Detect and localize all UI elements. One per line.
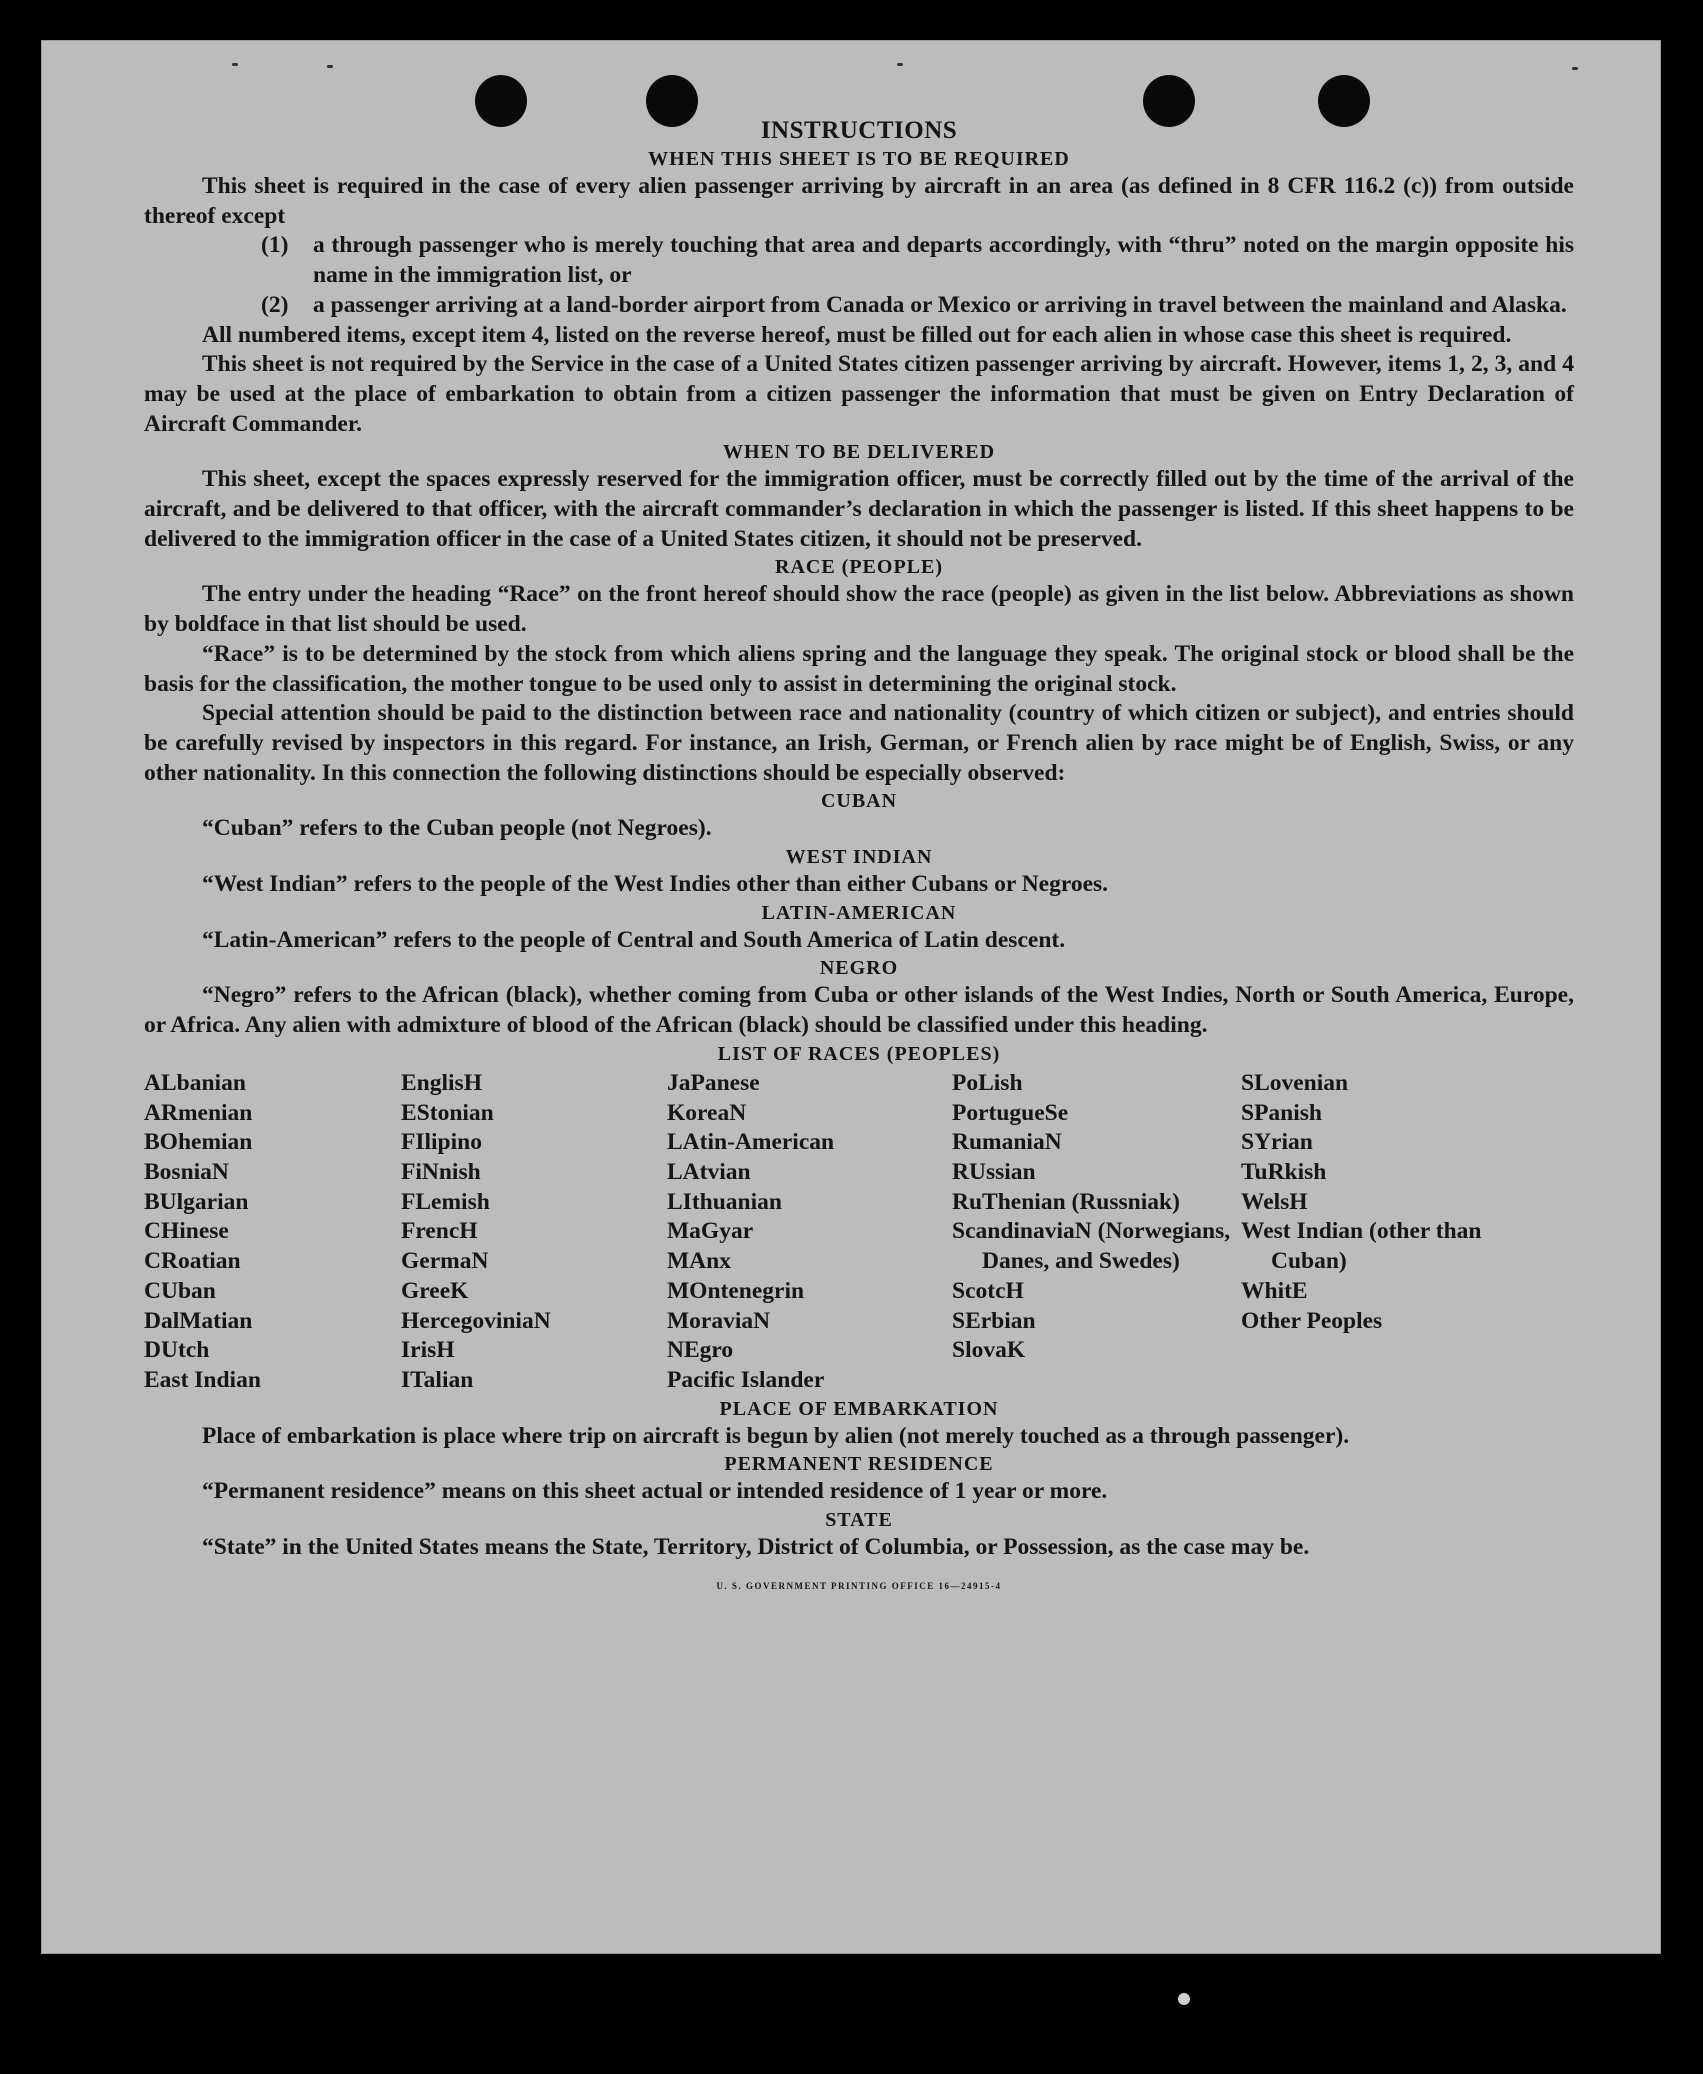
paragraph: This sheet is required in the case of every alien passenger arriving by aircraft in an area (as defined in 8 CFR 116.2 (c)) from outside thereof except: [144, 173, 1574, 229]
race-item: Pacific Islander: [667, 1366, 825, 1393]
section-heading: LATIN-AMERICAN: [761, 901, 957, 924]
race-item: ScotcH: [952, 1277, 1024, 1304]
race-item: DalMatian: [144, 1307, 253, 1334]
race-item: BosniaN: [144, 1158, 229, 1185]
paragraph: “Latin-American” refers to the people of Central and South America of Latin descent.: [202, 926, 1066, 953]
race-column: [1241, 1069, 1504, 1396]
speck: [897, 63, 903, 66]
section-heading: WHEN TO BE DELIVERED: [722, 441, 996, 464]
section-heading: PLACE OF EMBARKATION: [719, 1397, 999, 1420]
race-item: EnglisH: [401, 1069, 482, 1096]
race-item: BUlgarian: [144, 1188, 249, 1215]
document-sheet: [41, 40, 1661, 1954]
paragraph: “West Indian” refers to the people of the West Indies other than either Cubans or Negroes.: [202, 871, 1109, 898]
paragraph: “Negro” refers to the African (black), whether coming from Cuba or other islands of the West Indies, North or South America, Europe, or Africa. Any alien with admixture of blood of the African (black) should be classified under this heading.: [144, 982, 1574, 1039]
paragraph: “Cuban” refers to the Cuban people (not Negroes).: [202, 815, 712, 842]
race-item: IrisH: [401, 1337, 455, 1364]
race-item: ScandinaviaN (Norwegians, Danes, and Swedes): [952, 1218, 1231, 1275]
section-heading: PERMANENT RESIDENCE: [724, 1453, 994, 1476]
race-item: PoLish: [952, 1069, 1023, 1096]
paragraph: “State” in the United States means the State, Territory, District of Columbia, or Possession, as the case may be.: [202, 1534, 1310, 1561]
race-item: West Indian (other than Cuban): [1241, 1218, 1482, 1275]
item-number: (2): [261, 291, 289, 318]
race-item: CUban: [144, 1277, 216, 1304]
race-item: NEgro: [667, 1337, 734, 1364]
race-item: GermaN: [401, 1248, 489, 1275]
race-column: [144, 1069, 401, 1396]
race-item: LAtin-American: [667, 1129, 835, 1156]
list-item: [261, 291, 1574, 321]
race-item: MOntenegrin: [667, 1277, 805, 1304]
race-item: TuRkish: [1241, 1158, 1327, 1185]
race-item: SPanish: [1241, 1099, 1322, 1126]
race-item: SLovenian: [1241, 1069, 1349, 1096]
list-item: [261, 231, 1574, 290]
race-item: WelsH: [1241, 1188, 1308, 1215]
race-item: HercegoviniaN: [401, 1307, 551, 1334]
paragraph: “Permanent residence” means on this sheet actual or intended residence of 1 year or more.: [202, 1478, 1108, 1505]
section-heading: WEST INDIAN: [785, 846, 933, 869]
race-item: FIlipino: [401, 1129, 482, 1156]
race-column: [667, 1069, 952, 1396]
race-item: FiNnish: [401, 1158, 481, 1185]
race-item: EStonian: [401, 1099, 494, 1126]
race-item: FLemish: [401, 1188, 490, 1215]
race-item: PortugueSe: [952, 1099, 1069, 1126]
paragraph: This sheet is not required by the Service in the case of a United States citizen passenger arriving by aircraft. However, items 1, 2, 3, and 4 may be used at the place of embarkation to obtain from a citizen passenger the information that must be given on Entry Declaration of Aircraft Commander.: [144, 351, 1574, 437]
section-heading: LIST OF RACES (PEOPLES): [717, 1042, 1001, 1065]
race-item: DUtch: [144, 1337, 210, 1364]
paragraph: All numbered items, except item 4, listed on the reverse hereof, must be filled out for each alien in whose case this sheet is required.: [202, 321, 1512, 348]
race-column: [952, 1069, 1241, 1396]
page-title: INSTRUCTIONS: [760, 117, 958, 144]
race-item: WhitE: [1241, 1277, 1308, 1304]
section-heading: WHEN THIS SHEET IS TO BE REQUIRED: [648, 148, 1070, 170]
item-number: (1): [261, 232, 289, 259]
paragraph: Place of embarkation is place where trip on aircraft is begun by alien (not merely touched as a through passenger).: [202, 1422, 1350, 1449]
section-heading: RACE (PEOPLE): [775, 556, 943, 579]
race-item: SYrian: [1241, 1129, 1313, 1156]
race-item: RumaniaN: [952, 1129, 1062, 1156]
race-item: SlovaK: [952, 1337, 1026, 1364]
race-item: CRoatian: [144, 1248, 241, 1275]
race-item: MAnx: [667, 1248, 731, 1275]
section-heading: STATE: [825, 1509, 893, 1532]
section-heading: NEGRO: [819, 957, 899, 980]
race-item: RUssian: [952, 1158, 1036, 1185]
race-item: LIthuanian: [667, 1188, 782, 1215]
race-item: GreeK: [401, 1277, 469, 1304]
race-item: ARmenian: [144, 1099, 253, 1126]
item-text: a through passenger who is merely touching that area and departs accordingly, with “thru” noted on the margin opposite his name in the immigration list, or: [313, 232, 1574, 289]
race-item: MaGyar: [667, 1218, 754, 1245]
printing-office-footer: U. S. GOVERNMENT PRINTING OFFICE 16—24915-4: [716, 1580, 1002, 1591]
dust-speck: [1178, 1993, 1190, 2005]
race-item: CHinese: [144, 1218, 229, 1245]
race-item: MoraviaN: [667, 1307, 771, 1334]
race-list: [144, 1069, 1574, 1396]
paragraph: “Race” is to be determined by the stock from which aliens spring and the language they speak. The original stock or blood shall be the basis for the classification, the mother tongue to be used only to assist in determining the original stock.: [144, 640, 1574, 697]
race-column: [401, 1069, 667, 1396]
race-item: KoreaN: [667, 1099, 747, 1126]
instructions-content: [144, 116, 1574, 1591]
speck: [327, 65, 333, 68]
speck: [232, 63, 238, 66]
paragraph: The entry under the heading “Race” on the front hereof should show the race (people) as given in the list below. Abbreviations as shown by boldface in that list should be used.: [144, 581, 1574, 638]
item-text: a passenger arriving at a land-border airport from Canada or Mexico or arriving in travel between the mainland and Alaska.: [313, 291, 1567, 318]
race-item: ITalian: [401, 1366, 474, 1393]
race-item: BOhemian: [144, 1129, 253, 1156]
race-item: Other Peoples: [1241, 1307, 1383, 1334]
section-heading: CUBAN: [820, 790, 898, 813]
race-item: JaPanese: [667, 1069, 760, 1096]
race-item: ALbanian: [144, 1069, 246, 1096]
paragraph: This sheet, except the spaces expressly reserved for the immigration officer, must be correctly filled out by the time of the arrival of the aircraft, and be delivered to that officer, with the aircraft commander’s declaration in which the passenger is listed. If this sheet happens to be delivered to the immigration officer in the case of a United States citizen, it should not be preserved.: [144, 466, 1574, 552]
race-item: FrencH: [401, 1218, 478, 1245]
race-item: RuThenian (Russniak): [952, 1188, 1180, 1215]
race-item: East Indian: [144, 1366, 261, 1393]
race-item: SErbian: [952, 1307, 1036, 1334]
race-item: LAtvian: [667, 1158, 751, 1185]
paragraph: Special attention should be paid to the distinction between race and nationality (country of which citizen or subject), and entries should be carefully revised by inspectors in this regard. For instance, an Irish, German, or French alien by race might be of English, Swiss, or any other nationality. In this connection the following distinctions should be especially observed:: [144, 700, 1574, 786]
speck: [1572, 67, 1578, 70]
